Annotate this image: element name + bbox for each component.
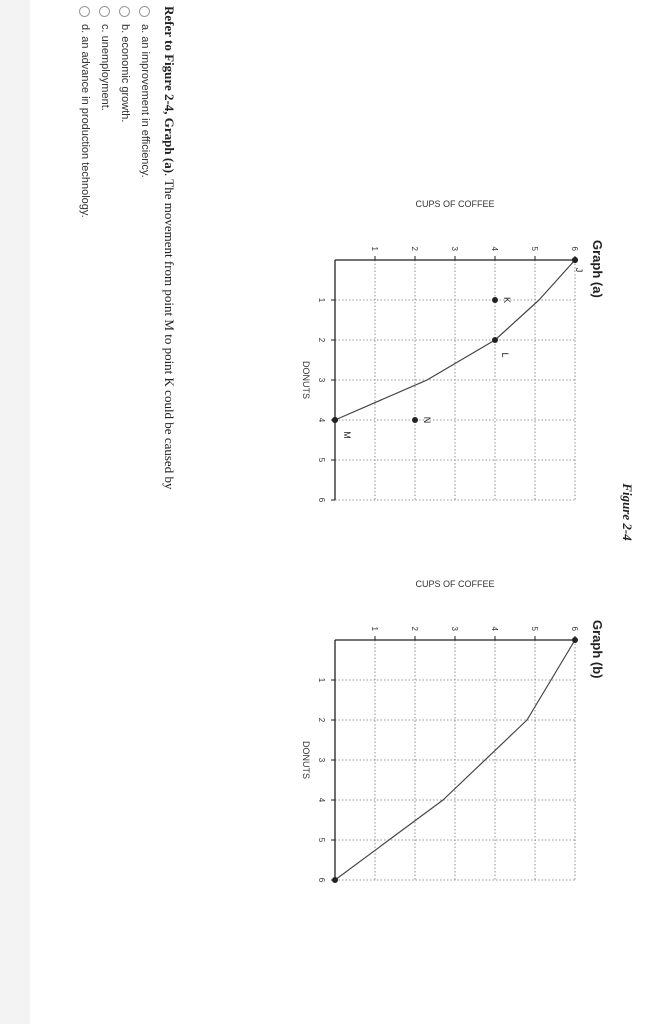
graph-b-x-tick-label-1: 1 bbox=[317, 677, 326, 683]
graph-a-title: Graph (a) bbox=[590, 240, 605, 298]
graph-b-x-axis-label: DONUTS bbox=[301, 741, 311, 779]
option-a-label: a. an improvement in efficiency. bbox=[139, 24, 151, 178]
graph-a-point-L bbox=[492, 337, 498, 343]
question-ref: Refer to Figure 2-4, Graph (a) bbox=[162, 6, 177, 174]
graph-a-y-tick-label-5: 5 bbox=[530, 246, 539, 251]
option-a[interactable] bbox=[135, 6, 155, 218]
option-c-label: c. unemployment. bbox=[99, 24, 111, 111]
graph-b-x-tick-label-3: 3 bbox=[317, 757, 326, 763]
graph-b-y-tick-label-5: 5 bbox=[530, 626, 539, 631]
graph-a-x-tick-label-3: 3 bbox=[317, 377, 326, 383]
graph-a-y-tick-label-2: 2 bbox=[410, 246, 419, 251]
graph-a-x-tick-label-2: 2 bbox=[317, 337, 326, 343]
graph-a-y-tick-label-3: 3 bbox=[450, 246, 459, 251]
graph-b bbox=[270, 565, 580, 895]
graph-a bbox=[270, 185, 584, 515]
radio-b[interactable] bbox=[120, 6, 131, 17]
graph-b-y-tick-label-3: 3 bbox=[450, 626, 459, 631]
graph-a-point-M bbox=[332, 417, 338, 423]
option-c[interactable] bbox=[95, 6, 115, 218]
question-text bbox=[161, 6, 177, 489]
graph-a-point-label-J: J bbox=[574, 267, 584, 273]
graph-a-x-tick-label-1: 1 bbox=[317, 297, 326, 303]
question-rest: . The movement from point M to point K could be caused by bbox=[162, 173, 177, 490]
graph-a-x-tick-label-6: 6 bbox=[317, 497, 326, 503]
graph-a-point-N bbox=[412, 417, 418, 423]
graph-b-y-axis-label: CUPS OF COFFEE bbox=[415, 579, 495, 589]
graph-b-y-tick-label-4: 4 bbox=[490, 626, 499, 631]
graph-a-point-label-N: N bbox=[422, 416, 432, 424]
graph-b-x-tick-label-5: 5 bbox=[317, 837, 326, 843]
radio-a[interactable] bbox=[140, 6, 151, 17]
answer-options bbox=[75, 6, 155, 218]
graph-b-y-tick-label-6: 6 bbox=[570, 626, 579, 631]
graph-b-x-tick-label-4: 4 bbox=[317, 797, 326, 803]
option-b-label: b. economic growth. bbox=[119, 24, 131, 123]
radio-c[interactable] bbox=[100, 6, 111, 17]
graph-a-point-label-K: K bbox=[502, 296, 512, 304]
option-b[interactable] bbox=[115, 6, 135, 218]
graph-a-x-axis-label: DONUTS bbox=[301, 361, 311, 399]
graph-a-point-K bbox=[492, 297, 498, 303]
figure-title: Figure 2-4 bbox=[620, 483, 635, 541]
graph-a-y-tick-label-1: 1 bbox=[370, 246, 379, 251]
option-d-label: d. an advance in production technology. bbox=[79, 24, 91, 218]
graph-a-y-tick-label-6: 6 bbox=[570, 246, 579, 251]
graph-b-x-tick-label-6: 6 bbox=[317, 877, 326, 883]
graph-a-x-tick-label-5: 5 bbox=[317, 457, 326, 463]
option-d[interactable] bbox=[75, 6, 95, 218]
graph-b-x-tick-label-2: 2 bbox=[317, 717, 326, 723]
graph-b-curve-end-dot bbox=[332, 877, 338, 883]
graph-a-y-tick-label-4: 4 bbox=[490, 246, 499, 251]
graph-b-curve-start-dot bbox=[572, 637, 578, 643]
graph-a-point-label-M: M bbox=[342, 431, 352, 439]
graph-b-y-tick-label-2: 2 bbox=[410, 626, 419, 631]
graph-a-y-axis-label: CUPS OF COFFEE bbox=[415, 199, 495, 209]
graph-b-title: Graph (b) bbox=[590, 620, 605, 679]
graph-b-y-tick-label-1: 1 bbox=[370, 626, 379, 631]
radio-d[interactable] bbox=[80, 6, 91, 17]
graph-a-point-label-L: L bbox=[500, 352, 510, 358]
graph-a-point-J bbox=[572, 257, 578, 263]
graph-a-x-tick-label-4: 4 bbox=[317, 417, 326, 423]
